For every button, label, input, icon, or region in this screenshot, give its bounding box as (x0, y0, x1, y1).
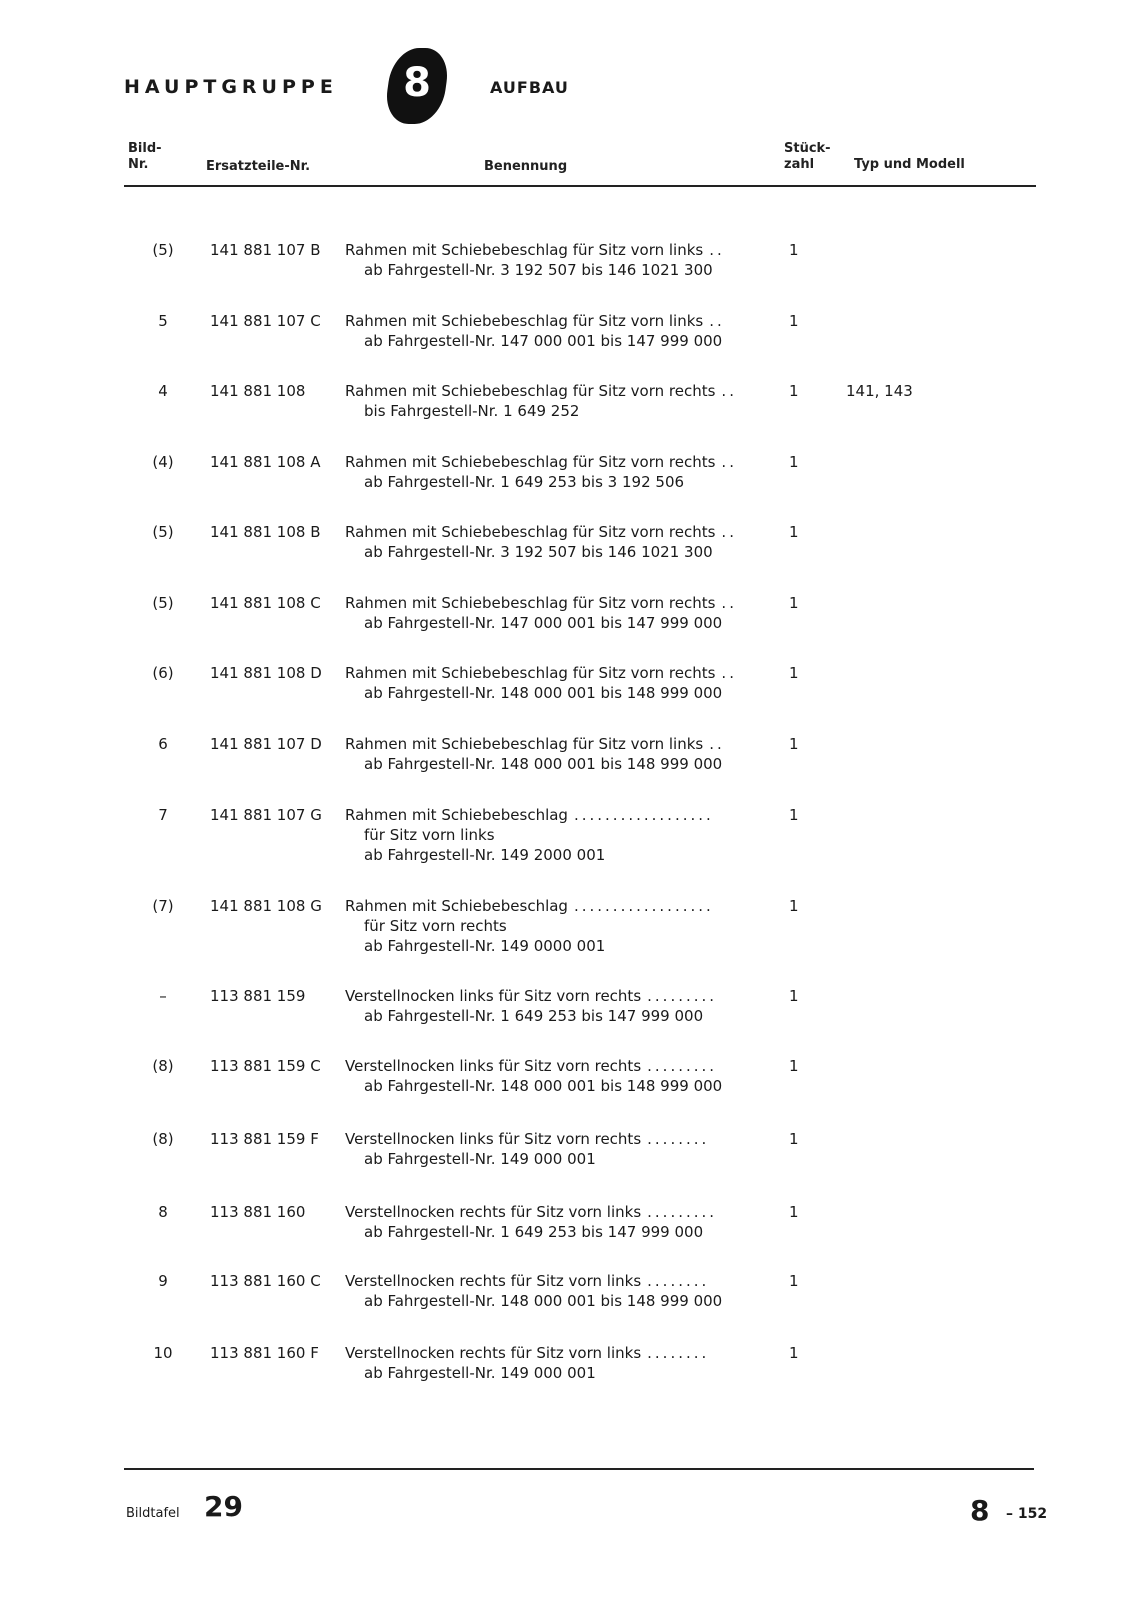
ersatzteil-nr-cell: 141 881 107 G (210, 806, 322, 824)
leader-dots: ......... (647, 1057, 718, 1075)
benennung-detail: ab Fahrgestell-Nr. 3 192 507 bis 146 1021 300 (364, 543, 713, 561)
benennung-detail: ab Fahrgestell-Nr. 1 649 253 bis 147 999 000 (364, 1007, 704, 1025)
stueckzahl-cell: 1 (789, 806, 799, 824)
benennung-detail: ab Fahrgestell-Nr. 149 0000 001 (364, 937, 606, 955)
benennung-text: Verstellnocken links für Sitz vorn rechts (345, 1057, 642, 1075)
stueckzahl-cell: 1 (789, 1057, 799, 1075)
benennung-detail: für Sitz vorn links (364, 826, 495, 844)
benennung-main (345, 896, 755, 916)
leader-dots: ........ (647, 1272, 710, 1290)
bild-nr-cell: 9 (158, 1272, 168, 1290)
bild-nr-cell: – (159, 987, 167, 1005)
leader-dots: .. (721, 523, 737, 541)
benennung-cell (345, 381, 755, 421)
benennung-detail: ab Fahrgestell-Nr. 149 2000 001 (364, 846, 606, 864)
benennung-detail: ab Fahrgestell-Nr. 148 000 001 bis 148 999 000 (364, 755, 723, 773)
bildtafel-number: 29 (204, 1490, 243, 1523)
column-header-bild-nr (128, 141, 162, 173)
benennung-text: Verstellnocken rechts für Sitz vorn links (345, 1344, 642, 1362)
benennung-text: Verstellnocken rechts für Sitz vorn links (345, 1203, 642, 1221)
benennung-text: Rahmen mit Schiebebeschlag für Sitz vorn rechts (345, 382, 716, 400)
column-header-stueckzahl (784, 141, 831, 173)
benennung-detail: ab Fahrgestell-Nr. 149 000 001 (364, 1150, 596, 1168)
benennung-cell (345, 1129, 755, 1169)
leader-dots: .................. (573, 806, 714, 824)
benennung-main (345, 593, 755, 613)
benennung-text: Rahmen mit Schiebebeschlag für Sitz vorn links (345, 312, 704, 330)
benennung-text: Verstellnocken links für Sitz vorn rechts (345, 1130, 642, 1148)
benennung-detail: ab Fahrgestell-Nr. 148 000 001 bis 148 999 000 (364, 1077, 723, 1095)
leader-dots: .................. (573, 897, 714, 915)
benennung-cell (345, 1343, 755, 1383)
ersatzteil-nr-cell: 141 881 108 G (210, 897, 322, 915)
column-header-benennung: Benennung (484, 159, 568, 174)
bild-nr-cell: (5) (152, 594, 174, 612)
ersatzteil-nr-cell: 141 881 108 C (210, 594, 321, 612)
ersatzteil-nr-cell: 113 881 160 F (210, 1344, 319, 1362)
ersatzteil-nr-cell: 113 881 160 (210, 1203, 306, 1221)
leader-dots: .. (709, 241, 725, 259)
ersatzteil-nr-cell: 113 881 159 (210, 987, 306, 1005)
benennung-main (345, 381, 755, 401)
benennung-text: Rahmen mit Schiebebeschlag für Sitz vorn rechts (345, 594, 716, 612)
benennung-detail: bis Fahrgestell-Nr. 1 649 252 (364, 402, 580, 420)
benennung-main (345, 1129, 755, 1149)
stueckzahl-cell: 1 (789, 241, 799, 259)
bild-nr-cell: 10 (153, 1344, 173, 1362)
header-divider (124, 185, 1036, 187)
benennung-cell (345, 593, 755, 633)
leader-dots: ......... (647, 987, 718, 1005)
benennung-cell (345, 805, 755, 865)
benennung-cell (345, 452, 755, 492)
benennung-main (345, 452, 755, 472)
benennung-text: Rahmen mit Schiebebeschlag für Sitz vorn rechts (345, 453, 716, 471)
leader-dots: .. (709, 735, 725, 753)
benennung-detail: ab Fahrgestell-Nr. 3 192 507 bis 146 1021 300 (364, 261, 713, 279)
benennung-main (345, 986, 755, 1006)
bild-nr-cell: 7 (158, 806, 168, 824)
benennung-main (345, 1271, 755, 1291)
group-title: HAUPTGRUPPE (124, 76, 338, 98)
leader-dots: ........ (647, 1130, 710, 1148)
ersatzteil-nr-cell: 141 881 107 C (210, 312, 321, 330)
benennung-cell (345, 522, 755, 562)
benennung-main (345, 240, 755, 260)
ersatzteil-nr-cell: 141 881 107 B (210, 241, 321, 259)
benennung-detail: ab Fahrgestell-Nr. 148 000 001 bis 148 999 000 (364, 684, 723, 702)
stueckzahl-cell: 1 (789, 1272, 799, 1290)
benennung-cell (345, 1202, 755, 1242)
bild-nr-cell: 5 (158, 312, 168, 330)
benennung-text: Rahmen mit Schiebebeschlag (345, 897, 568, 915)
benennung-cell (345, 1056, 755, 1096)
stueckzahl-cell: 1 (789, 594, 799, 612)
benennung-detail: ab Fahrgestell-Nr. 1 649 253 bis 3 192 506 (364, 473, 685, 491)
benennung-main (345, 734, 755, 754)
benennung-main (345, 663, 755, 683)
bildtafel-label: Bildtafel (126, 1506, 180, 1521)
leader-dots: .. (721, 382, 737, 400)
benennung-cell (345, 311, 755, 351)
leader-dots: .. (721, 453, 737, 471)
ersatzteil-nr-cell: 141 881 108 B (210, 523, 321, 541)
ersatzteil-nr-cell: 113 881 160 C (210, 1272, 321, 1290)
group-number: 8 (403, 60, 431, 106)
group-number-badge (388, 48, 446, 124)
benennung-main (345, 805, 755, 825)
benennung-text: Rahmen mit Schiebebeschlag (345, 806, 568, 824)
ersatzteil-nr-cell: 141 881 108 D (210, 664, 322, 682)
benennung-main (345, 1343, 755, 1363)
benennung-detail: ab Fahrgestell-Nr. 148 000 001 bis 148 999 000 (364, 1292, 723, 1310)
column-header-ersatzteile: Ersatzteile-Nr. (206, 159, 311, 174)
stueckzahl-cell: 1 (789, 382, 799, 400)
benennung-main (345, 1056, 755, 1076)
benennung-detail: ab Fahrgestell-Nr. 149 000 001 (364, 1364, 596, 1382)
benennung-text: Rahmen mit Schiebebeschlag für Sitz vorn rechts (345, 523, 716, 541)
column-header-stueck-line2: zahl (784, 157, 815, 172)
benennung-main (345, 311, 755, 331)
stueckzahl-cell: 1 (789, 987, 799, 1005)
benennung-detail: ab Fahrgestell-Nr. 147 000 001 bis 147 999 000 (364, 332, 723, 350)
benennung-cell (345, 1271, 755, 1311)
benennung-text: Verstellnocken rechts für Sitz vorn links (345, 1272, 642, 1290)
benennung-text: Rahmen mit Schiebebeschlag für Sitz vorn links (345, 241, 704, 259)
benennung-text: Rahmen mit Schiebebeschlag für Sitz vorn rechts (345, 664, 716, 682)
stueckzahl-cell: 1 (789, 664, 799, 682)
benennung-main (345, 1202, 755, 1222)
footer-divider (124, 1468, 1034, 1470)
stueckzahl-cell: 1 (789, 897, 799, 915)
stueckzahl-cell: 1 (789, 312, 799, 330)
leader-dots: .. (709, 312, 725, 330)
benennung-detail: ab Fahrgestell-Nr. 147 000 001 bis 147 999 000 (364, 614, 723, 632)
bild-nr-cell: 4 (158, 382, 168, 400)
ersatzteil-nr-cell: 141 881 108 (210, 382, 306, 400)
bild-nr-cell: (5) (152, 241, 174, 259)
column-header-typ-modell: Typ und Modell (854, 157, 965, 172)
leader-dots: .. (721, 664, 737, 682)
page-number: – 152 (1006, 1506, 1048, 1522)
typ-modell-cell: 141, 143 (846, 382, 913, 400)
column-header-stueck-line1: Stück- (784, 141, 831, 156)
benennung-cell (345, 240, 755, 280)
bild-nr-cell: (4) (152, 453, 174, 471)
benennung-cell (345, 986, 755, 1026)
bild-nr-cell: (6) (152, 664, 174, 682)
stueckzahl-cell: 1 (789, 1130, 799, 1148)
benennung-detail: ab Fahrgestell-Nr. 1 649 253 bis 147 999 000 (364, 1223, 704, 1241)
benennung-text: Rahmen mit Schiebebeschlag für Sitz vorn links (345, 735, 704, 753)
bild-nr-cell: 6 (158, 735, 168, 753)
bild-nr-cell: 8 (158, 1203, 168, 1221)
leader-dots: ........ (647, 1344, 710, 1362)
stueckzahl-cell: 1 (789, 1344, 799, 1362)
leader-dots: .. (721, 594, 737, 612)
bild-nr-cell: (8) (152, 1057, 174, 1075)
benennung-cell (345, 896, 755, 956)
benennung-cell (345, 663, 755, 703)
ersatzteil-nr-cell: 113 881 159 C (210, 1057, 321, 1075)
leader-dots: ......... (647, 1203, 718, 1221)
ersatzteil-nr-cell: 141 881 108 A (210, 453, 321, 471)
section-title: AUFBAU (490, 78, 569, 97)
ersatzteil-nr-cell: 113 881 159 F (210, 1130, 319, 1148)
column-header-bild-line1: Bild- (128, 141, 162, 156)
stueckzahl-cell: 1 (789, 523, 799, 541)
bild-nr-cell: (8) (152, 1130, 174, 1148)
stueckzahl-cell: 1 (789, 1203, 799, 1221)
ersatzteil-nr-cell: 141 881 107 D (210, 735, 322, 753)
benennung-text: Verstellnocken links für Sitz vorn rechts (345, 987, 642, 1005)
page-group-number: 8 (970, 1494, 990, 1527)
benennung-detail: für Sitz vorn rechts (364, 917, 507, 935)
benennung-main (345, 522, 755, 542)
column-header-bild-line2: Nr. (128, 157, 149, 172)
stueckzahl-cell: 1 (789, 453, 799, 471)
benennung-cell (345, 734, 755, 774)
bild-nr-cell: (5) (152, 523, 174, 541)
stueckzahl-cell: 1 (789, 735, 799, 753)
bild-nr-cell: (7) (152, 897, 174, 915)
